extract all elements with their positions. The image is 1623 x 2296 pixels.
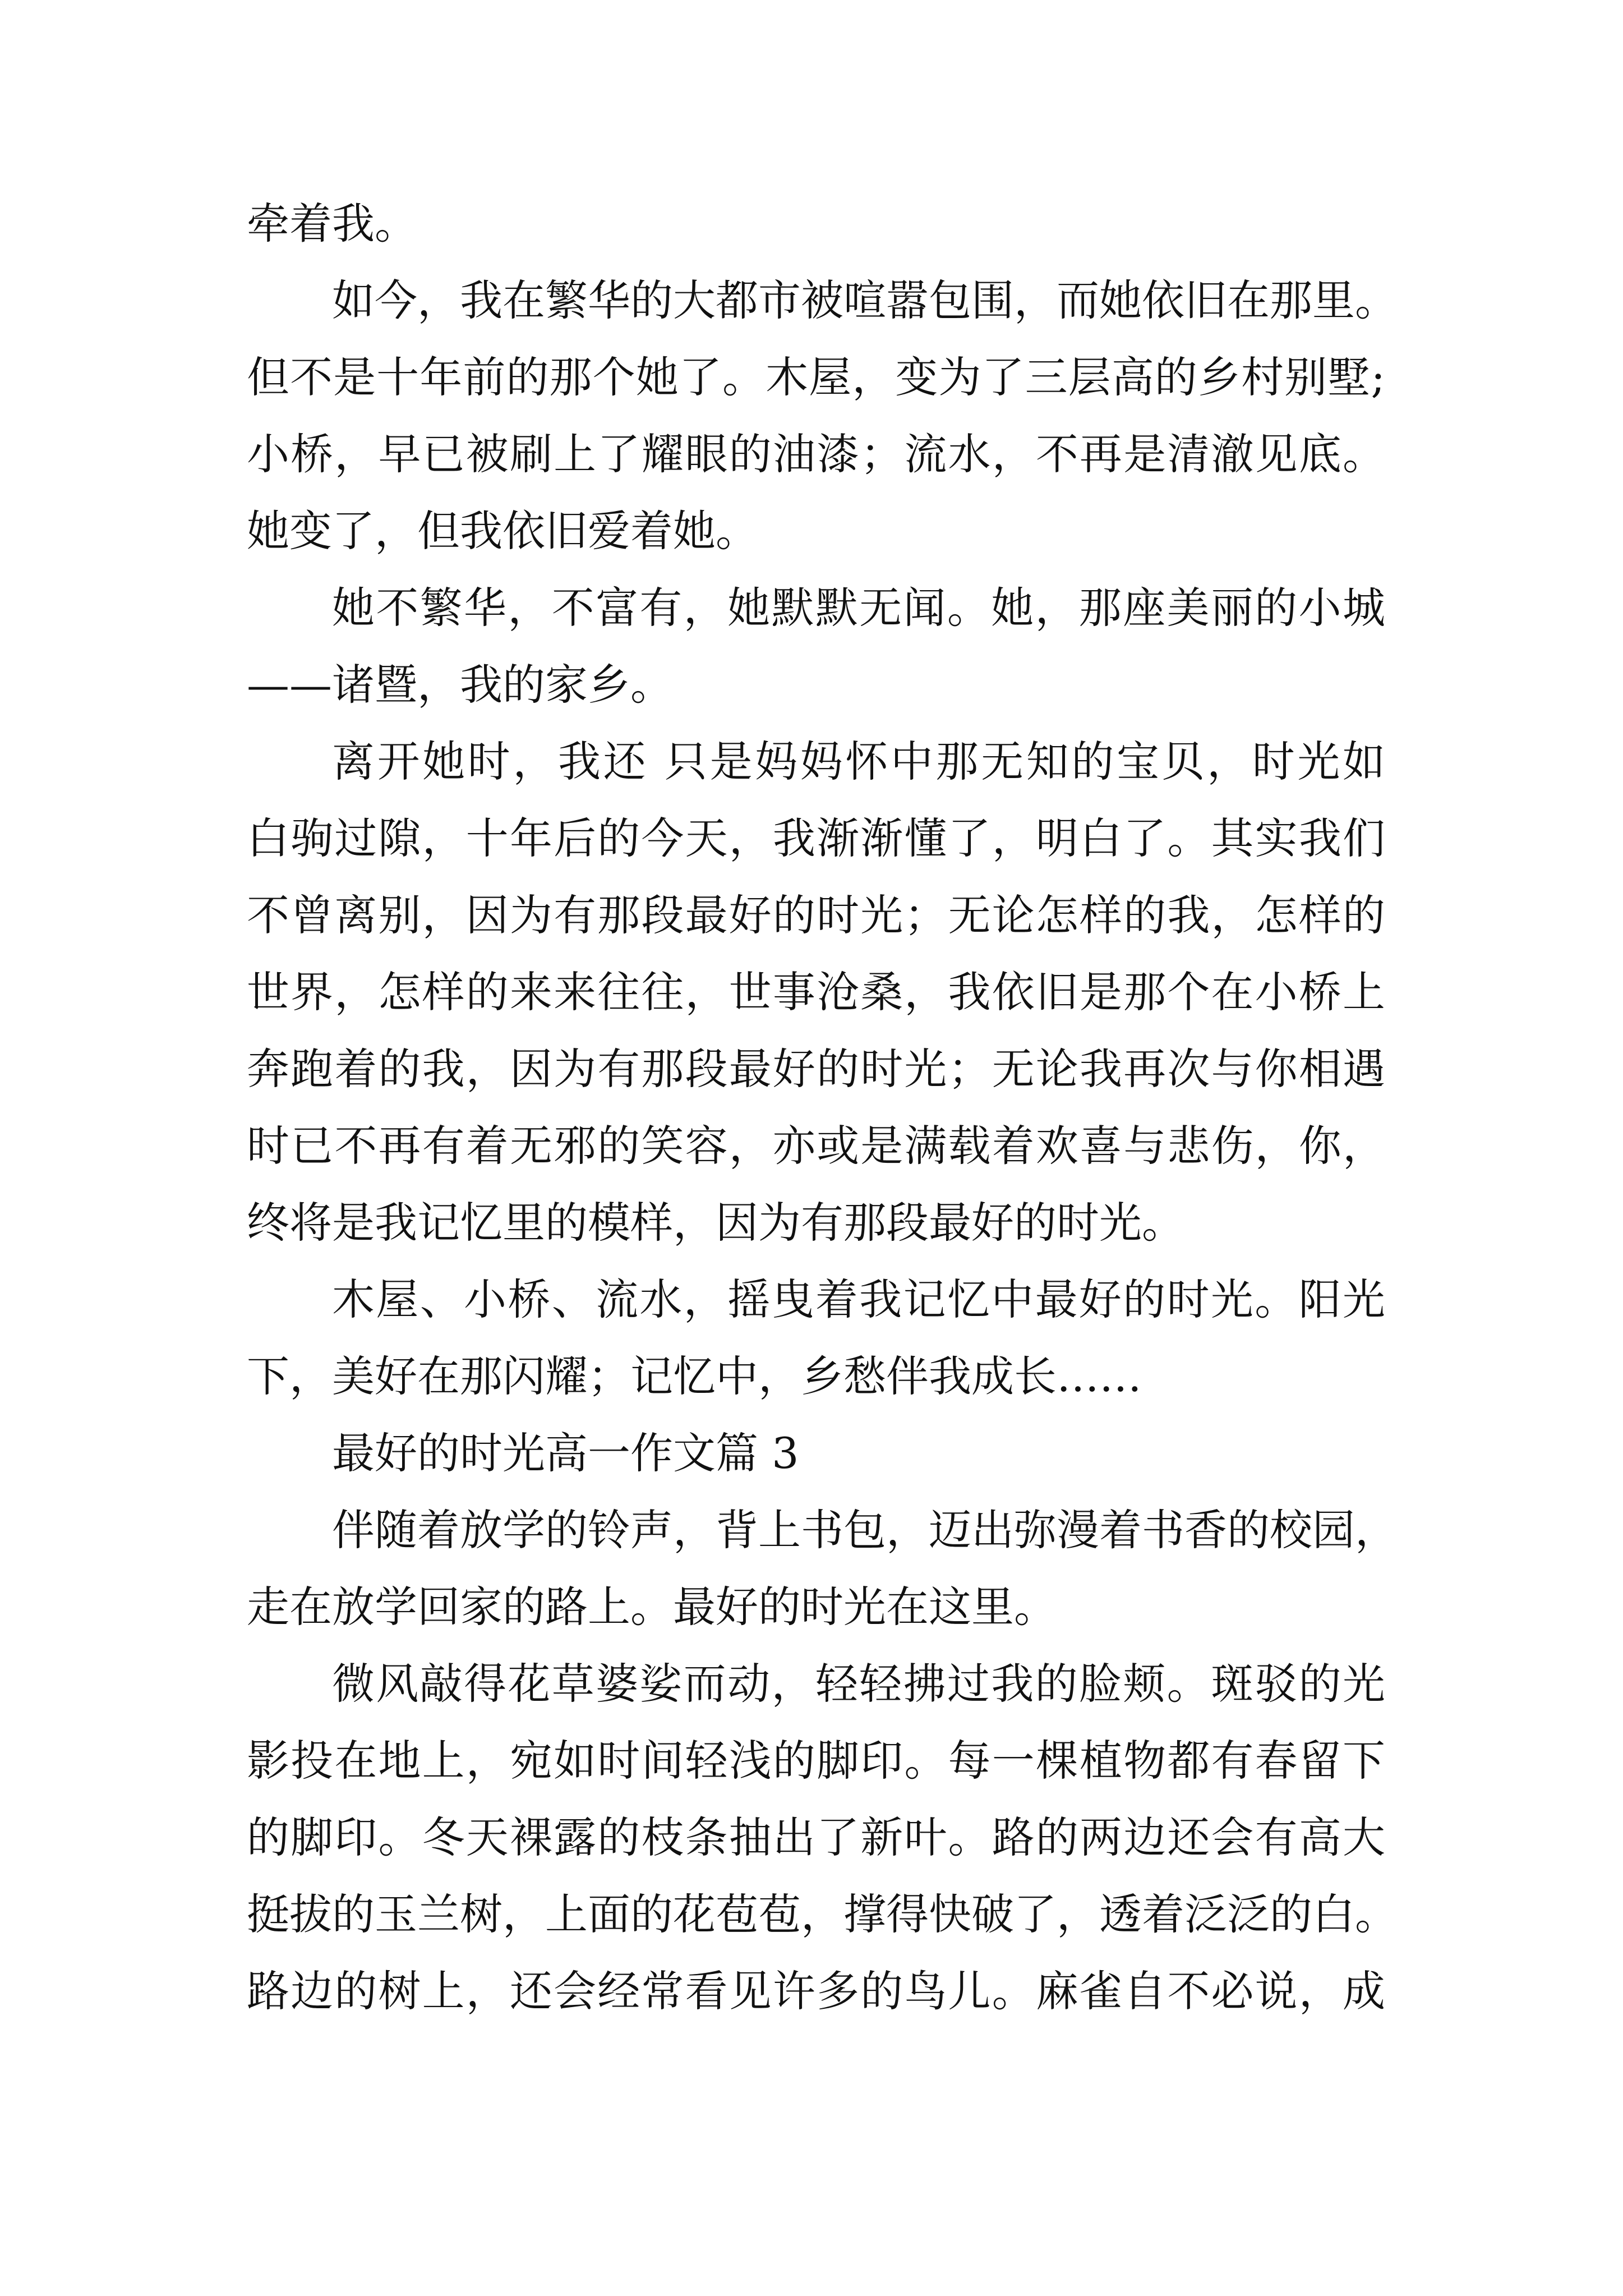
text-line: 下，美好在那闪耀；记忆中，乡愁伴我成长…… xyxy=(247,1351,1142,1401)
text-line: 白驹过隙，十年后的今天，我渐渐懂了，明白了。其实我们 xyxy=(247,813,1385,863)
text-line: 但不是十年前的那个她了。木屋，变为了三层高的乡村别墅; xyxy=(247,352,1385,402)
text-line: 挺拔的玉兰树，上面的花苞苞，撑得快破了，透着泛泛的白。 xyxy=(247,1889,1398,1939)
essay-text xyxy=(247,185,1398,2030)
text-line: 终将是我记忆里的模样，因为有那段最好的时光。 xyxy=(247,1198,1184,1248)
text-line: 路边的树上，还会经常看见许多的鸟儿。麻雀自不必说，成 xyxy=(247,1966,1385,2016)
text-line: 世界，怎样的来来往往，世事沧桑，我依旧是那个在小桥上 xyxy=(247,967,1385,1017)
text-line: 时已不再有着无邪的笑容，亦或是满载着欢喜与悲伤，你， xyxy=(247,1121,1385,1171)
paragraph-start-line: 离开她时，我还 只是妈妈怀中那无知的宝贝，时光如 xyxy=(332,737,1385,786)
text-line: 走在放学回家的路上。最好的时光在这里。 xyxy=(247,1582,1057,1632)
text-line: 牵着我。 xyxy=(247,199,417,249)
paragraph-start-line: 微风敲得花草婆娑而动，轻轻拂过我的脸颊。斑驳的光 xyxy=(332,1659,1385,1709)
text-line: ——诸暨，我的家乡。 xyxy=(247,660,673,710)
paragraph-start-line: 如今，我在繁华的大都市被喧嚣包围，而她依旧在那里。 xyxy=(332,275,1398,325)
text-line: 她变了，但我依旧爱着她。 xyxy=(247,506,758,556)
section-heading: 最好的时光高一作文篇 3 xyxy=(332,1428,799,1478)
paragraph-start-line: 她不繁华，不富有，她默默无闻。她，那座美丽的小城 xyxy=(332,583,1385,633)
paragraph-start-line: 伴随着放学的铃声，背上书包，迈出弥漫着书香的校园， xyxy=(332,1505,1398,1555)
text-line: 不曾离别，因为有那段最好的时光；无论怎样的我，怎样的 xyxy=(247,890,1385,940)
paragraph-start-line: 木屋、小桥、流水，摇曳着我记忆中最好的时光。阳光 xyxy=(332,1274,1385,1324)
text-line: 的脚印。冬天裸露的枝条抽出了新叶。路的两边还会有高大 xyxy=(247,1812,1385,1862)
text-line: 小桥，早已被刷上了耀眼的油漆；流水，不再是清澈见底。 xyxy=(247,429,1385,479)
text-line: 奔跑着的我，因为有那段最好的时光；无论我再次与你相遇 xyxy=(247,1044,1385,1094)
text-line: 影投在地上，宛如时间轻浅的脚印。每一棵植物都有春留下 xyxy=(247,1736,1385,1786)
